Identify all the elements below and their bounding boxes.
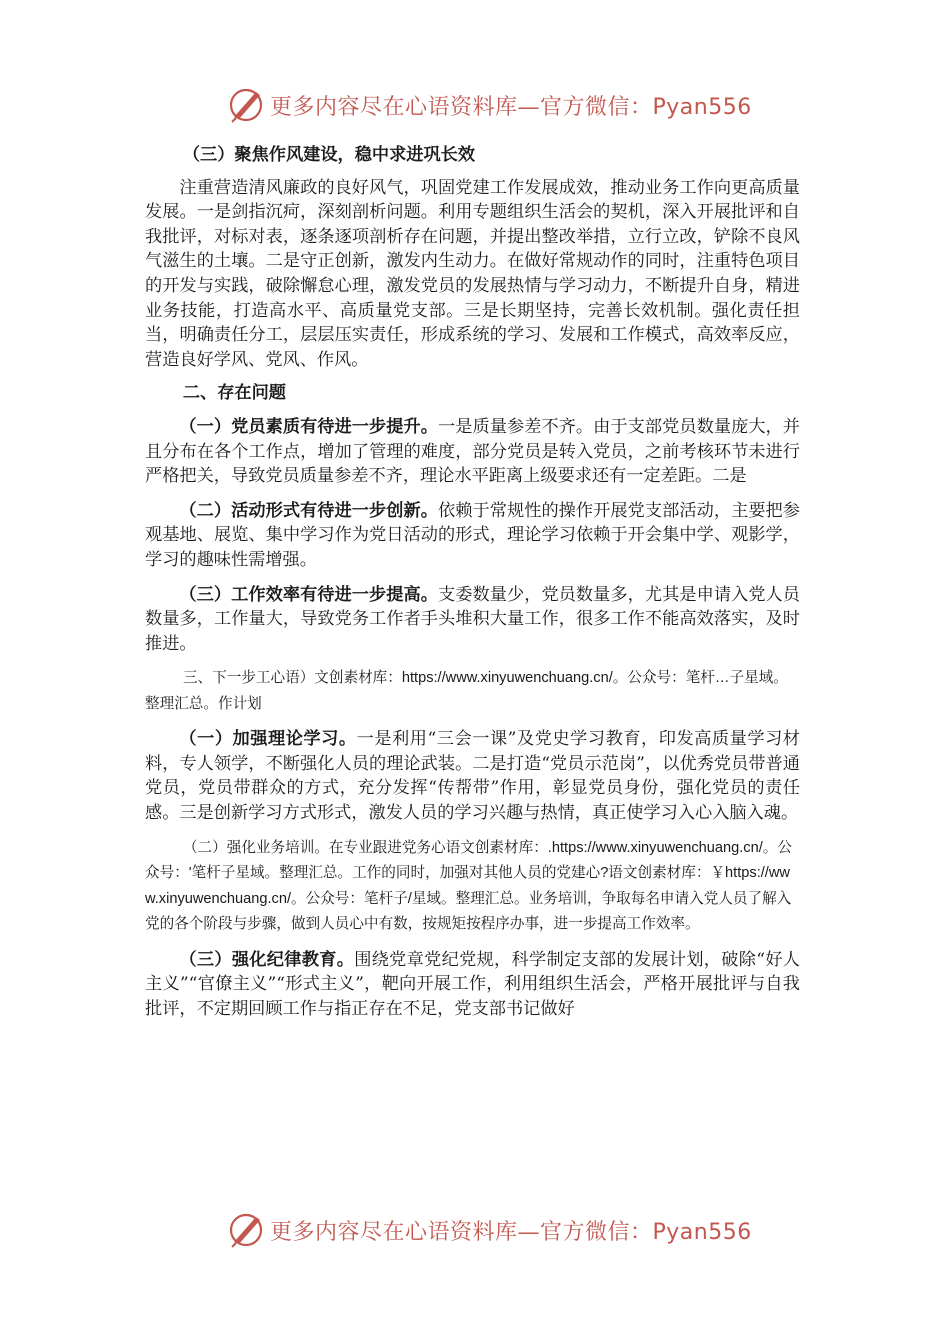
footer-banner (0, 1205, 950, 1255)
paragraph: （二）强化业务培训。在专业跟进党务心语文创素材库：.https://www.xinyuwenchuang.cn/。公众号：'笔杆子星域。整理汇总。工作的同时，加强对其他人员的党建心?语文创素材库：￥https://www.xinyuwenchuang.cn/。公众号：笔杆子/星域。整理汇总。业务培训，争取每名申请入党人员了解入党的各个阶段与步骤，做到人员心中有数，按规矩按程序办事，进一步提高工作效率。 (145, 839, 792, 933)
header-banner (0, 80, 950, 130)
paragraph: （一）加强理论学习。一是利用“三会一课”及党史学习教育，印发高质量学习材料，专人领学，不断强化人员的理论武装。二是打造“党员示范岗”，以优秀党员带普通党员，党员带群众的方式，充分发挥“传帮带”作用，彰显党员身份，强化党员的责任感。三是创新学习方式形式，激发人员的学习兴趣与热情，真正使学习入心入脑入魂。 (145, 729, 800, 824)
paragraph: （一）党员素质有待进一步提升。一是质量参差不齐。由于支部党员数量庞大，并且分布在各个工作点，增加了管理的难度，部分党员是转入党员，之前考核环节未进行严格把关，导致党员质量参差不齐，理论水平距离上级要求还有一定差距。二是 (145, 416, 800, 487)
paragraph: 注重营造清风廉政的良好风气，巩固党建工作发展成效，推动业务工作向更高质量发展。一是剑指沉疴，深刻剖析问题。利用专题组织生活会的契机，深入开展批评和自我批评，对标对表，逐条逐项剖析存在问题，并提出整改举措，立行立改，铲除不良风气滋生的土壤。二是守正创新，激发内生动力。在做好常规动作的同时，注重特色项目的开发与实践，破除懈怠心理，激发党员的发展热情与学习动力，不断提升自身，精进业务技能，打造高水平、高质量党支部。三是长期坚持，完善长效机制。强化责任担当，明确责任分工，层层压实责任，形成系统的学习、发展和工作模式，高效率反应，营造良好学风、党风、作风。 (145, 177, 800, 370)
paragraph: （二）活动形式有待进一步创新。依赖于常规性的操作开展党支部活动，主要把参观基地、展览、集中学习作为党日活动的形式，理论学习依赖于开会集中学、观影学，学习的趣味性需增强。 (145, 500, 800, 570)
paragraph: （三）强化纪律教育。围绕党章党纪党规，科学制定支部的发展计划，破除“好人主义”“官僚主义”“形式主义”，靶向开展工作，利用组织生活会，严格开展批评与自我批评，不定期回顾工作与指正存在不足，党支部书记做好 (145, 949, 800, 1019)
pen-logo-icon (226, 84, 266, 124)
document-body (145, 143, 800, 1021)
section-heading: （三）聚焦作风建设，稳中求进巩长效 (182, 145, 476, 165)
section-heading: 三、下一步工心语）文创素材库：https://www.xinyuwenchuang.cn/。公众号：笔杆…子星域。整理汇总。作计划 (145, 670, 788, 712)
section-heading: 二、存在问题 (182, 383, 286, 404)
banner-text: 更多内容尽在心语资料库—官方微信：Pyan556 (270, 95, 752, 120)
banner-text: 更多内容尽在心语资料库—官方微信：Pyan556 (270, 1220, 752, 1245)
pen-logo-icon (226, 1209, 266, 1249)
paragraph: （三）工作效率有待进一步提高。支委数量少，党员数量多，尤其是申请入党人员数量多，工作量大，导致党务工作者手头堆积大量工作，很多工作不能高效落实，及时推进。 (145, 584, 800, 654)
